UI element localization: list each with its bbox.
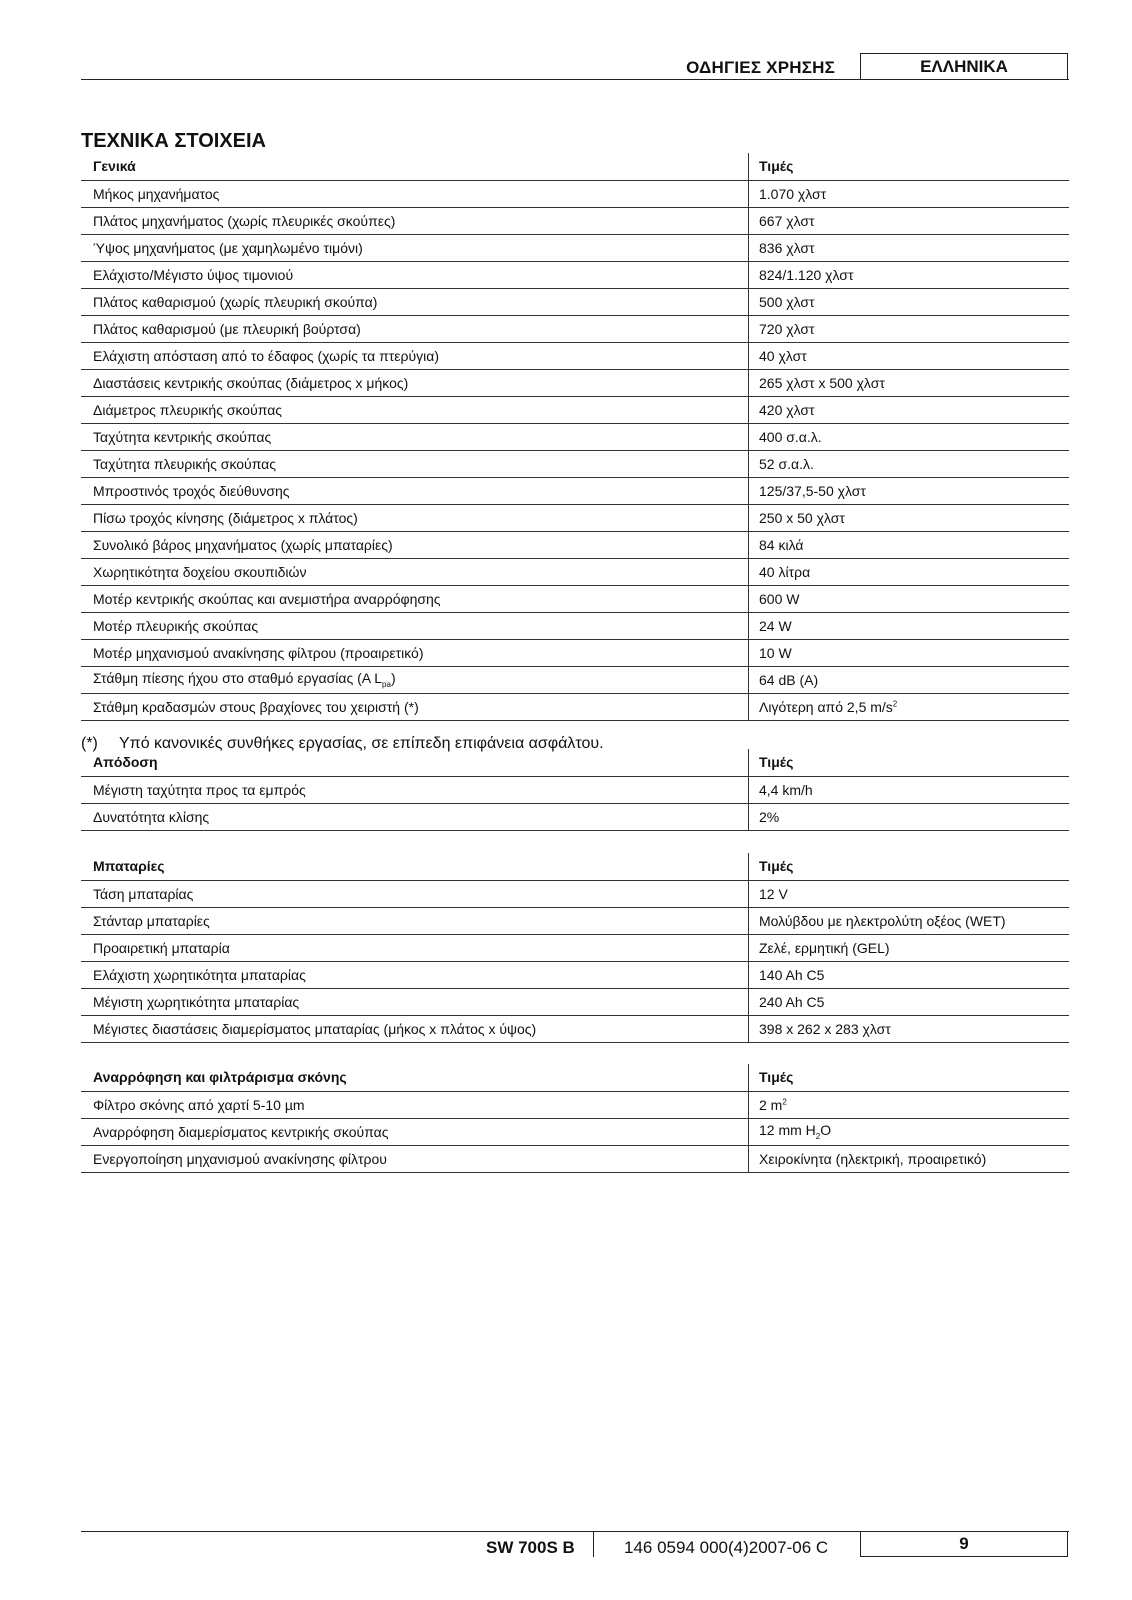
spec-value: 400 σ.α.λ. [749, 423, 1070, 450]
table-row [81, 531, 1069, 558]
spec-label: Μοτέρ μηχανισμού ανακίνησης φίλτρου (προαιρετικό) [81, 639, 749, 666]
spec-value: 40 χλστ [749, 342, 1070, 369]
spec-value: 4,4 km/h [749, 776, 1070, 803]
spec-value: 140 Ah C5 [749, 961, 1070, 988]
table-row [81, 988, 1069, 1015]
spec-value: Λιγότερη από 2,5 $m/s^2$ [749, 693, 1070, 720]
spec-label: Τάση μπαταρίας [81, 880, 749, 907]
general-rows [81, 180, 1069, 720]
spec-value: 12 mm $H_2O$ [749, 1118, 1070, 1145]
table-row [81, 315, 1069, 342]
spec-value: 420 χλστ [749, 396, 1070, 423]
table-row [81, 639, 1069, 666]
spec-value: 64 dB (A) [749, 666, 1070, 693]
spec-label: Φίλτρο σκόνης από χαρτί 5-10 µm [81, 1091, 749, 1118]
general-specs-table [81, 153, 1069, 721]
section-heading: Γενικά [81, 153, 749, 180]
table-row [81, 234, 1069, 261]
table-row [81, 880, 1069, 907]
spec-value: 600 W [749, 585, 1070, 612]
value-heading: Τιμές [749, 853, 1070, 880]
spec-label: Μπροστινός τροχός διεύθυνσης [81, 477, 749, 504]
table-header-row [81, 749, 1069, 776]
suction-specs-table [81, 1064, 1069, 1173]
table-row [81, 180, 1069, 207]
section-heading: Αναρρόφηση και φιλτράρισμα σκόνης [81, 1064, 749, 1091]
spec-value: 720 χλστ [749, 315, 1070, 342]
spec-label: Πίσω τροχός κίνησης (διάμετρος x πλάτος) [81, 504, 749, 531]
spec-label: Ταχύτητα κεντρικής σκούπας [81, 423, 749, 450]
table-row [81, 423, 1069, 450]
spec-label: Μέγιστη ταχύτητα προς τα εμπρός [81, 776, 749, 803]
spec-label: Πλάτος καθαρισμού (με πλευρική βούρτσα) [81, 315, 749, 342]
table-row [81, 342, 1069, 369]
spec-label: Μοτέρ πλευρικής σκούπας [81, 612, 749, 639]
spec-value: 2 $m^2$ [749, 1091, 1070, 1118]
spec-value: 84 κιλά [749, 531, 1070, 558]
table-row [81, 934, 1069, 961]
page-title: ΤΕΧΝΙΚΑ ΣΤΟΙΧΕΙΑ [81, 130, 266, 152]
spec-label: Ενεργοποίηση μηχανισμού ανακίνησης φίλτρου [81, 1145, 749, 1172]
table-row [81, 803, 1069, 830]
spec-value: 265 χλστ x 500 χλστ [749, 369, 1070, 396]
spec-value: Μολύβδου με ηλεκτρολύτη οξέος (WET) [749, 907, 1070, 934]
section-heading: Απόδοση [81, 749, 749, 776]
spec-label: Στάθμη πίεσης ήχου στο σταθμό εργασίας (A $L_{pa}$) [81, 666, 749, 693]
spec-label: Μήκος μηχανήματος [81, 180, 749, 207]
spec-value: 125/37,5-50 χλστ [749, 477, 1070, 504]
spec-value: Χειροκίνητα (ηλεκτρική, προαιρετικό) [749, 1145, 1070, 1172]
spec-value: 40 λίτρα [749, 558, 1070, 585]
table-header-row [81, 153, 1069, 180]
table-row [81, 907, 1069, 934]
performance-rows [81, 776, 1069, 830]
spec-label: Πλάτος καθαρισμού (χωρίς πλευρική σκούπα) [81, 288, 749, 315]
header-rule [81, 79, 1069, 80]
value-heading: Τιμές [749, 1064, 1070, 1091]
spec-value: 500 χλστ [749, 288, 1070, 315]
table-row [81, 558, 1069, 585]
spec-label: Διαστάσεις κεντρικής σκούπας (διάμετρος x μήκος) [81, 369, 749, 396]
spec-label: Ταχύτητα πλευρικής σκούπας [81, 450, 749, 477]
table-row [81, 477, 1069, 504]
battery-rows [81, 880, 1069, 1042]
spec-label: Στάνταρ μπαταρίες [81, 907, 749, 934]
table-row [81, 1091, 1069, 1118]
table-row [81, 369, 1069, 396]
spec-value: 250 x 50 χλστ [749, 504, 1070, 531]
spec-value: 10 W [749, 639, 1070, 666]
table-row [81, 1118, 1069, 1145]
spec-label: Μέγιστες διαστάσεις διαμερίσματος μπαταρίας (μήκος x πλάτος x ύψος) [81, 1015, 749, 1042]
spec-value: 667 χλστ [749, 207, 1070, 234]
table-row [81, 776, 1069, 803]
value-heading: Τιμές [749, 749, 1070, 776]
page-number: 9 [860, 1531, 1068, 1557]
footnote-text: Υπό κανονικές συνθήκες εργασίας, σε επίπεδη επιφάνεια ασφάλτου. [119, 735, 604, 752]
language-label: ΕΛΛΗΝΙΚA [860, 53, 1068, 79]
table-row [81, 693, 1069, 720]
spec-label: Συνολικό βάρος μηχανήματος (χωρίς μπαταρίες) [81, 531, 749, 558]
spec-label: Δυνατότητα κλίσης [81, 803, 749, 830]
spec-value: 1.070 χλστ [749, 180, 1070, 207]
table-row [81, 504, 1069, 531]
spec-label: Ελάχιστη χωρητικότητα μπαταρίας [81, 961, 749, 988]
footer-divider [593, 1531, 594, 1557]
spec-label: Χωρητικότητα δοχείου σκουπιδιών [81, 558, 749, 585]
spec-label: Διάμετρος πλευρικής σκούπας [81, 396, 749, 423]
spec-label: Ύψος μηχανήματος (με χαμηλωμένο τιμόνι) [81, 234, 749, 261]
spec-label: Αναρρόφηση διαμερίσματος κεντρικής σκούπας [81, 1118, 749, 1145]
table-header-row [81, 853, 1069, 880]
manual-label: ΟΔΗΓΙΕΣ ΧΡΗΣΗΣ [686, 58, 835, 77]
spec-label: Ελάχιστο/Μέγιστο ύψος τιμονιού [81, 261, 749, 288]
footnote-mark: (*) [81, 735, 98, 752]
spec-value: 2% [749, 803, 1070, 830]
spec-label: Προαιρετική μπαταρία [81, 934, 749, 961]
suction-rows [81, 1091, 1069, 1172]
model-name: SW 700S B [486, 1538, 575, 1557]
table-row [81, 1145, 1069, 1172]
table-row [81, 612, 1069, 639]
document-code: 146 0594 000(4)2007-06 C [624, 1538, 829, 1557]
value-heading: Τιμές [749, 153, 1070, 180]
spec-value: 240 Ah C5 [749, 988, 1070, 1015]
table-row [81, 450, 1069, 477]
spec-value: 398 x 262 x 283 χλστ [749, 1015, 1070, 1042]
performance-specs-table [81, 749, 1069, 831]
table-row [81, 585, 1069, 612]
spec-value: 836 χλστ [749, 234, 1070, 261]
table-row [81, 261, 1069, 288]
table-row [81, 396, 1069, 423]
spec-value: 12 V [749, 880, 1070, 907]
spec-label: Μοτέρ κεντρικής σκούπας και ανεμιστήρα αναρρόφησης [81, 585, 749, 612]
section-heading: Μπαταρίες [81, 853, 749, 880]
table-row [81, 207, 1069, 234]
spec-label: Πλάτος μηχανήματος (χωρίς πλευρικές σκούπες) [81, 207, 749, 234]
table-row [81, 1015, 1069, 1042]
battery-specs-table [81, 853, 1069, 1043]
spec-value: 24 W [749, 612, 1070, 639]
table-header-row [81, 1064, 1069, 1091]
table-row [81, 666, 1069, 693]
spec-value: 52 σ.α.λ. [749, 450, 1070, 477]
spec-value: Ζελέ, ερμητική (GEL) [749, 934, 1070, 961]
table-row [81, 288, 1069, 315]
spec-value: 824/1.120 χλστ [749, 261, 1070, 288]
table-row [81, 961, 1069, 988]
spec-label: Στάθμη κραδασμών στους βραχίονες του χειριστή (*) [81, 693, 749, 720]
spec-label: Μέγιστη χωρητικότητα μπαταρίας [81, 988, 749, 1015]
spec-label: Ελάχιστη απόσταση από το έδαφος (χωρίς τα πτερύγια) [81, 342, 749, 369]
